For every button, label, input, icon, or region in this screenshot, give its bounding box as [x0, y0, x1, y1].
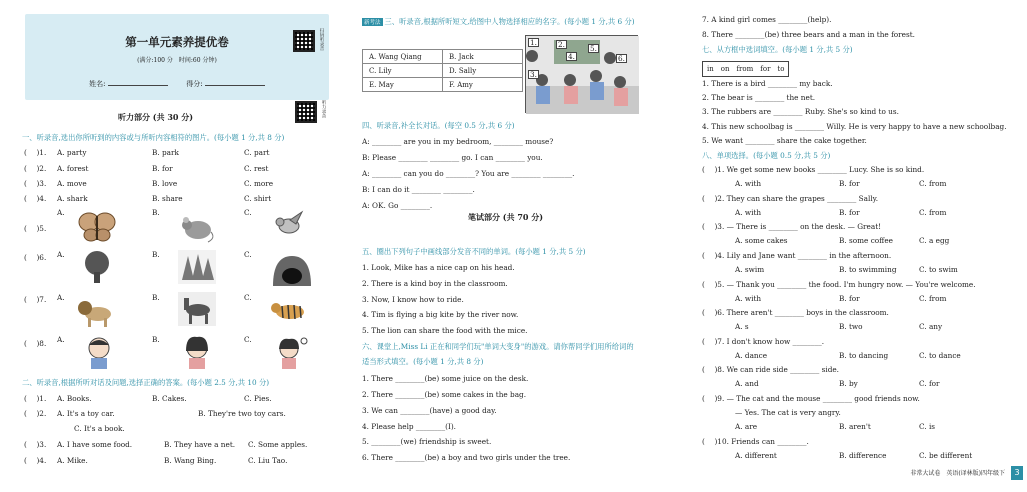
q3-number: ( )3. — [24, 179, 47, 188]
name-option: C. Lily — [363, 64, 443, 78]
mc-option-c: C. for — [919, 379, 940, 388]
mc-option-c: C. is — [919, 422, 936, 431]
s2-q2-option-c: C. It's a book. — [74, 424, 125, 433]
mouse-picture[interactable] — [178, 210, 216, 244]
q4-option-a: A. shark — [57, 194, 88, 203]
fill-in-item: 2. There ________(be) some cakes in the bag. — [362, 390, 527, 399]
section-7-title: 七、从方框中选词填空。(每小题 1 分,共 5 分) — [702, 45, 853, 54]
word-fill-item: 4. This new schoolbag is ________ Willy. He is very happy to have a new schoolbag. — [702, 122, 1007, 131]
q8-option-c: C. — [244, 335, 252, 344]
q3-option-a: A. move — [57, 179, 87, 188]
s2-q4-option-c: C. Liu Tao. — [248, 456, 288, 465]
mc-option-a: A. are — [735, 422, 758, 431]
cave-picture[interactable] — [273, 252, 311, 286]
name-option: F. Amy — [443, 78, 523, 92]
q5-option-b: B. — [152, 208, 160, 217]
listening-part-heading: 听力部分 (共 30 分) — [118, 112, 194, 122]
mc-option-a: A. and — [735, 379, 759, 388]
mc-question: ( )10. Friends can ________. — [702, 437, 809, 446]
fill-in-item: 3. We can ________(have) a good day. — [362, 406, 497, 415]
section-3-title — [362, 17, 635, 27]
dialogue-line: A: OK. Go ________. — [362, 201, 433, 210]
mc-option-a: A. dance — [735, 351, 768, 360]
tiger-picture[interactable] — [270, 294, 308, 328]
left-column — [18, 0, 336, 492]
q2-option-a: A. forest — [57, 164, 89, 173]
q7-option-a: A. — [57, 293, 65, 302]
s2-q1-option-b: B. Cakes. — [152, 394, 187, 403]
q1-option-a: A. party — [57, 148, 87, 157]
mc-option-c: C. from — [919, 208, 947, 217]
section-5-title: 五、圈出下列句子中画线部分发音不同的单词。(每小题 1 分,共 5 分) — [362, 247, 586, 256]
mc-option-c: C. to swim — [919, 265, 958, 274]
fill-in-item: 1. There ________(be) some juice on the desk. — [362, 374, 529, 383]
q7-number: ( )7. — [24, 295, 47, 304]
page-title: 第一单元素养提优卷 — [125, 35, 229, 49]
mc-option-a: A. some cakes — [735, 236, 788, 245]
mc-option-b: B. for — [839, 208, 860, 217]
dialogue-line: B: Please ________ ________ go. I can ________ you. — [362, 153, 543, 162]
mc-option-a: A. with — [735, 294, 762, 303]
section-4-title: 四、听录音,补全长对话。(每空 0.5 分,共 6 分) — [362, 121, 515, 130]
mc-question: ( )7. I don't know how ________. — [702, 337, 825, 346]
s2-q1-option-c: C. Pies. — [244, 394, 272, 403]
mc-option-c: C. be different — [919, 451, 973, 460]
mc-option-c: C. to dance — [919, 351, 961, 360]
title-banner — [25, 14, 329, 100]
section-1-title: 一、听录音,选出你所听到的内容或与所听内容相符的图片。(每小题 1 分,共 8 分) — [22, 133, 285, 142]
fill-in-item: 8. There ________(be) three bears and a man in the forest. — [702, 30, 915, 39]
q6-option-c: C. — [244, 250, 252, 259]
q7-option-b: B. — [152, 293, 160, 302]
score-label: 得分: — [186, 80, 203, 88]
girl-picture[interactable] — [178, 335, 216, 369]
q4-option-c: C. shirt — [244, 194, 272, 203]
girl-thinking-picture[interactable] — [272, 335, 310, 369]
mc-option-b: B. to swimming — [839, 265, 897, 274]
mc-question: ( )5. — Thank you ________ the food. I'm hungry now. — You're welcome. — [702, 280, 976, 289]
mc-option-b: B. to dancing — [839, 351, 889, 360]
scene-label-4: 4. — [568, 52, 575, 61]
mc-question: ( )9. — The cat and the mouse ________ good friends now. — [702, 394, 920, 403]
section-3-title-text: 三、听录音,根据所听短文,给图中人物选择相应的名字。(每小题 1 分,共 6 分) — [384, 17, 635, 26]
fill-in-item: 5. ________(we) friendship is sweet. — [362, 437, 492, 446]
page-number: 3 — [1011, 466, 1023, 480]
q2-option-c: C. rest — [244, 164, 269, 173]
boy-picture[interactable] — [80, 335, 118, 369]
name-option: A. Wang Qiang — [363, 50, 443, 64]
forest-picture[interactable] — [178, 250, 216, 284]
mc-option-b: B. for — [839, 179, 860, 188]
s2-q3-number: ( )3. — [24, 440, 47, 449]
q1-option-c: C. part — [244, 148, 270, 157]
right-column — [699, 0, 1027, 492]
name-option: B. Jack — [443, 50, 523, 64]
lion-picture[interactable] — [76, 294, 114, 328]
q3-option-b: B. love — [152, 179, 178, 188]
s2-q1-option-a: A. Books. — [57, 394, 92, 403]
word-fill-item: 2. The bear is ________ the net. — [702, 93, 816, 102]
pronunciation-item: 4. Tim is flying a big kite by the river now. — [362, 310, 519, 319]
mc-option-c: C. from — [919, 179, 947, 188]
dialogue-line: B: I can do it ________ ________. — [362, 185, 475, 194]
butterfly-picture[interactable] — [78, 210, 116, 244]
scene-label-1: 1. — [530, 38, 537, 47]
q8-option-b: B. — [152, 335, 160, 344]
mc-option-b: B. by — [839, 379, 858, 388]
mc-option-b: B. some coffee — [839, 236, 893, 245]
name-options-table — [362, 49, 523, 92]
footer-text: 非常大试卷 英语(译林版)四年级下 — [910, 470, 1005, 477]
mc-option-a: A. swim — [735, 265, 765, 274]
mc-option-b: B. difference — [839, 451, 887, 460]
qr-label: 扫码听录音 — [319, 28, 324, 51]
mc-question: ( )4. Lily and Jane want ________ in the afternoon. — [702, 251, 892, 260]
mc-option-c: C. a egg — [919, 236, 950, 245]
mc-question: ( )3. — There is ________ on the desk. — Great! — [702, 222, 882, 231]
classroom-scene-picture[interactable] — [525, 35, 638, 113]
mc-option-b: B. two — [839, 322, 863, 331]
mc-option-a: A. with — [735, 208, 762, 217]
mc-option-c: C. from — [919, 294, 947, 303]
mc-option-b: B. for — [839, 294, 860, 303]
scene-label-5: 5. — [590, 44, 597, 53]
fill-in-item: 4. Please help ________(I). — [362, 422, 457, 431]
name-option: E. May — [363, 78, 443, 92]
s2-q4-option-a: A. Mike. — [57, 456, 88, 465]
scene-label-3: 3. — [530, 70, 537, 79]
pronunciation-item: 5. The lion can share the food with the mice. — [362, 326, 528, 335]
q7-option-c: C. — [244, 293, 252, 302]
middle-column — [358, 0, 680, 492]
section-6-title: 六、课堂上,Miss Li 正在和同学们玩"单词大变身"的游戏。请你帮同学们用所给词的 — [362, 342, 634, 351]
q5-number: ( )5. — [24, 224, 47, 233]
new-method-tag: 新考法 — [364, 20, 381, 26]
mc-question: ( )1. We get some new books ________ Lucy. She is so kind. — [702, 165, 925, 174]
pronunciation-item: 1. Look, Mike has a nice cap on his head. — [362, 263, 515, 272]
section-2-title: 二、听录音,根据所听对话及问题,选择正确的答案。(每小题 2.5 分,共 10 分) — [22, 378, 270, 387]
fill-in-item: 6. There ________(be) a boy and two girls under the tree. — [362, 453, 571, 462]
q2-number: ( )2. — [24, 164, 47, 173]
q6-option-b: B. — [152, 250, 160, 259]
s2-q4-number: ( )4. — [24, 456, 47, 465]
section-8-title: 八、单项选择。(每小题 0.5 分,共 5 分) — [702, 151, 831, 160]
word-fill-item: 1. There is a bird ________ my back. — [702, 79, 833, 88]
s2-q2-option-b: B. They're two toy cars. — [198, 409, 286, 418]
s2-q3-option-a: A. I have some food. — [57, 440, 133, 449]
q5-option-c: C. — [244, 208, 252, 217]
word-box: in on from for to — [702, 61, 789, 77]
horse-picture[interactable] — [178, 292, 216, 326]
fill-in-item: 7. A kind girl comes ________(help). — [702, 15, 832, 24]
mc-option-a: A. with — [735, 179, 762, 188]
scene-label-2: 2. — [558, 40, 565, 49]
mc-option-a: A. s — [735, 322, 749, 331]
s2-q4-option-b: B. Wang Bing. — [164, 456, 217, 465]
scene-label-6: 6. — [618, 54, 625, 63]
mc-option-b: B. aren't — [839, 422, 871, 431]
q5-option-a: A. — [57, 208, 65, 217]
q2-option-b: B. for — [152, 164, 173, 173]
student-fields — [25, 79, 329, 89]
s2-q1-number: ( )1. — [24, 394, 47, 403]
mc-question: ( )6. There aren't ________ boys in the classroom. — [702, 308, 889, 317]
mc-question: ( )8. We can ride side ________ side. — [702, 365, 840, 374]
q6-number: ( )6. — [24, 253, 47, 262]
dialogue-line: A: ________ can you do ________? You are ________ ________. — [362, 169, 575, 178]
word-fill-item: 3. The rubbers are ________ Ruby. She's so kind to us. — [702, 107, 899, 116]
mc-option-c: C. any — [919, 322, 943, 331]
dialogue-line: A: ________ are you in my bedroom, ________ mouse? — [362, 137, 554, 146]
written-part-heading: 笔试部分 (共 70 分) — [468, 212, 544, 222]
name-option: D. Sally — [443, 64, 523, 78]
q1-option-b: B. park — [152, 148, 179, 157]
pronunciation-item: 2. There is a kind boy in the classroom. — [362, 279, 508, 288]
mc-option-a: A. different — [735, 451, 777, 460]
q8-option-a: A. — [57, 335, 65, 344]
listening-qr-label: 听力录音 — [321, 100, 326, 118]
s2-q2-option-a: A. It's a toy car. — [57, 409, 115, 418]
qr-code[interactable] — [293, 30, 315, 52]
section-6-title-cont: 适当形式填空。(每小题 1 分,共 8 分) — [362, 357, 484, 366]
listening-qr-code[interactable] — [295, 101, 317, 123]
name-label: 姓名: — [89, 80, 106, 88]
q3-option-c: C. more — [244, 179, 274, 188]
s2-q3-option-c: C. Some apples. — [248, 440, 308, 449]
q1-number: ( )1. — [24, 148, 47, 157]
tree-picture[interactable] — [78, 250, 116, 284]
exam-info: (满分:100 分 时间:60 分钟) — [137, 57, 217, 64]
s2-q2-number: ( )2. — [24, 409, 47, 418]
pronunciation-item: 3. Now, I know how to ride. — [362, 295, 464, 304]
bird-picture[interactable] — [270, 208, 308, 242]
q4-number: ( )4. — [24, 194, 47, 203]
mc-question: ( )2. They can share the grapes ________ Sally. — [702, 194, 879, 203]
word-fill-item: 5. We want ________ share the cake together. — [702, 136, 867, 145]
q4-option-b: B. share — [152, 194, 183, 203]
s2-q3-option-b: B. They have a net. — [164, 440, 236, 449]
q8-number: ( )8. — [24, 339, 47, 348]
mc-question-reply: — Yes. The cat is very angry. — [735, 408, 841, 417]
q6-option-a: A. — [57, 250, 65, 259]
